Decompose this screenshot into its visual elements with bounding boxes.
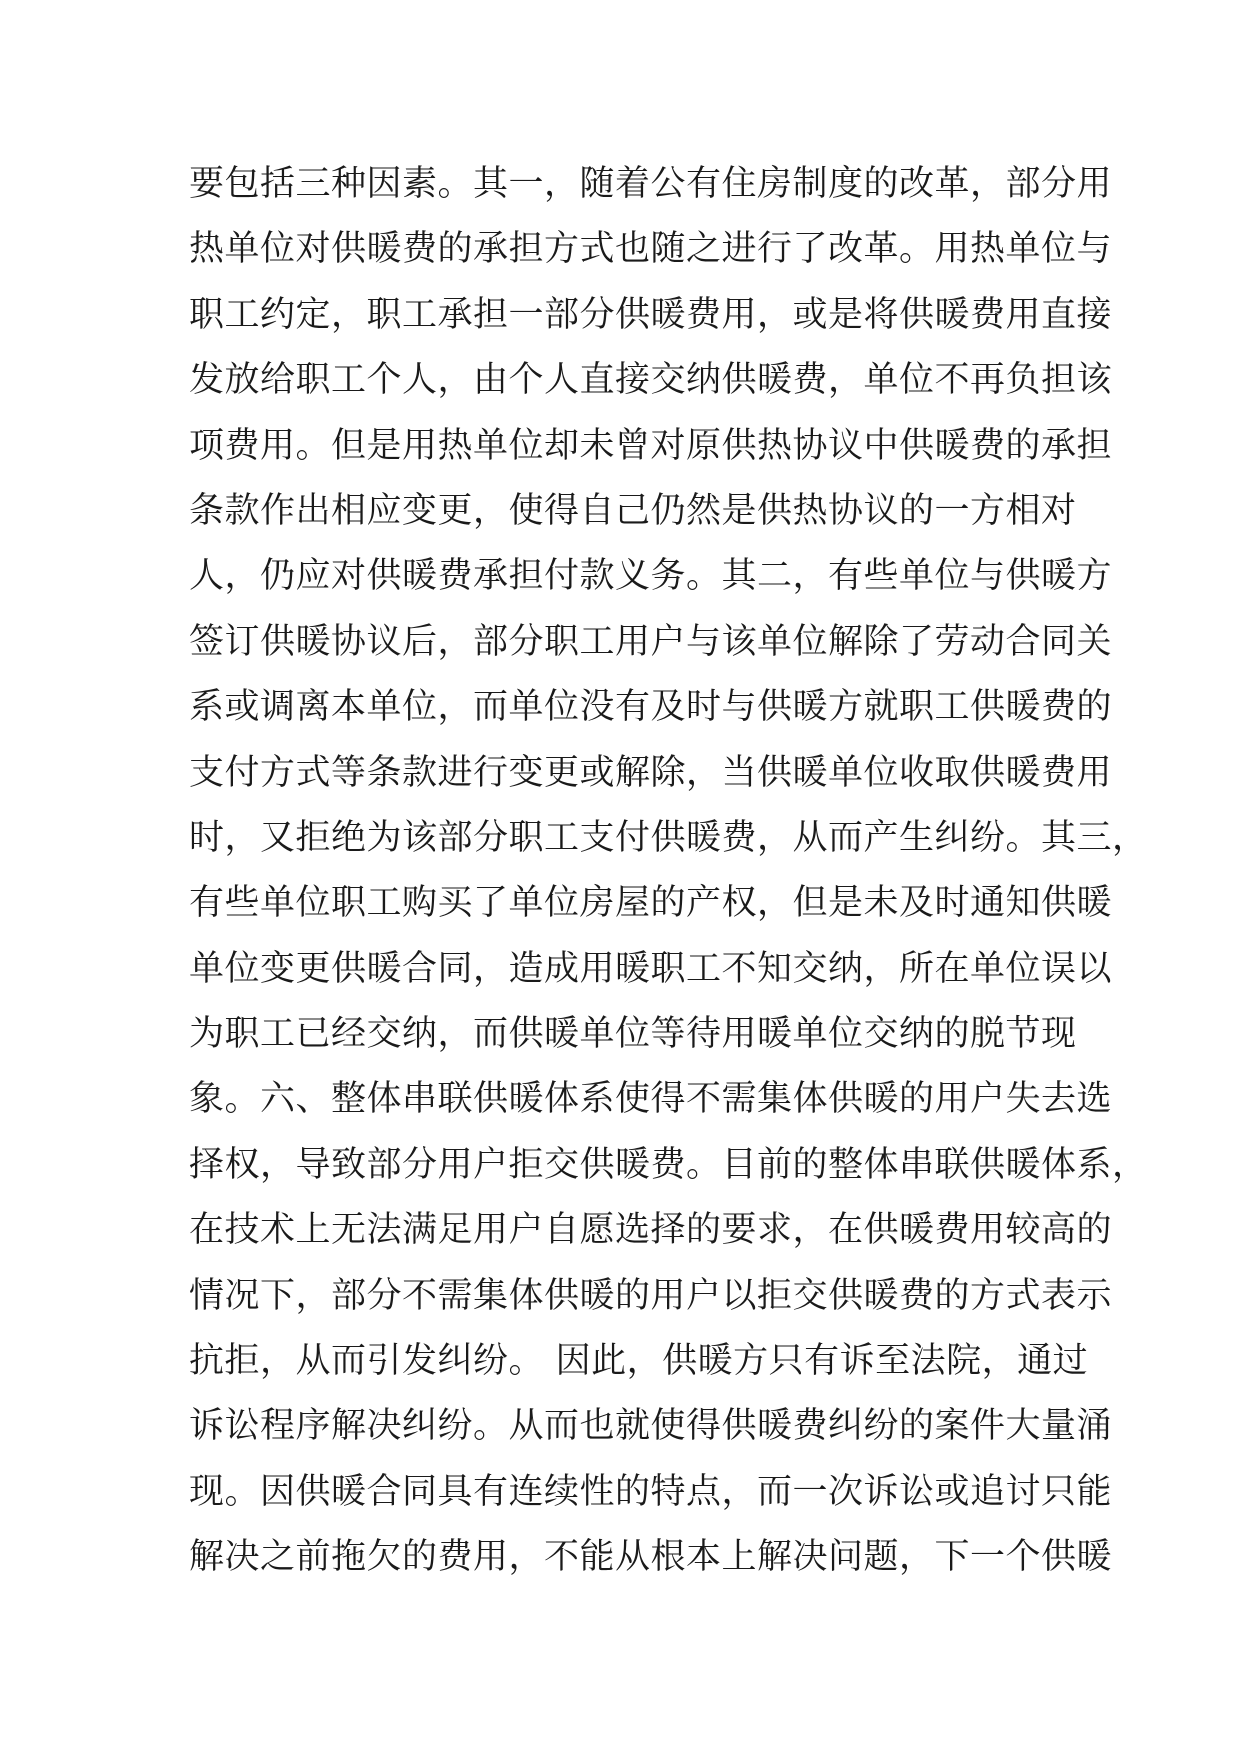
text-line: 人，仍应对供暖费承担付款义务。其二，有些单位与供暖方 — [189, 556, 1113, 597]
text-line: 发放给职工个人，由个人直接交纳供暖费，单位不再负担该 — [189, 360, 1113, 401]
text-line: 诉讼程序解决纠纷。从而也就使得供暖费纠纷的案件大量涌 — [189, 1406, 1113, 1447]
text-line: 支付方式等条款进行变更或解除，当供暖单位收取供暖费用 — [189, 752, 1113, 793]
text-line: 有些单位职工购买了单位房屋的产权，但是未及时通知供暖 — [189, 883, 1113, 924]
text-line: 职工约定，职工承担一部分供暖费用，或是将供暖费用直接 — [189, 294, 1113, 335]
text-line: 项费用。但是用热单位却未曾对原供热协议中供暖费的承担 — [189, 425, 1113, 466]
text-line: 择权，导致部分用户拒交供暖费。目前的整体串联供暖体系， — [189, 1144, 1148, 1185]
text-line: 条款作出相应变更，使得自己仍然是供热协议的一方相对 — [189, 490, 1077, 531]
text-line: 现。因供暖合同具有连续性的特点，而一次诉讼或追讨只能 — [189, 1471, 1113, 1512]
text-line: 热单位对供暖费的承担方式也随之进行了改革。用热单位与 — [189, 229, 1113, 270]
body-text — [189, 152, 1148, 1591]
text-line: 系或调离本单位，而单位没有及时与供暖方就职工供暖费的 — [189, 687, 1113, 728]
text-line: 时，又拒绝为该部分职工支付供暖费，从而产生纠纷。其三， — [189, 817, 1148, 858]
text-line: 为职工已经交纳，而供暖单位等待用暖单位交纳的脱节现 — [189, 1014, 1077, 1055]
text-line: 在技术上无法满足用户自愿选择的要求，在供暖费用较高的 — [189, 1210, 1113, 1251]
text-line: 要包括三种因素。其一，随着公有住房制度的改革，部分用 — [189, 164, 1113, 204]
text-line: 情况下，部分不需集体供暖的用户以拒交供暖费的方式表示 — [189, 1275, 1113, 1316]
text-line: 签订供暖协议后，部分职工用户与该单位解除了劳动合同关 — [189, 621, 1113, 662]
text-line: 解决之前拖欠的费用，不能从根本上解决问题，下一个供暖 — [189, 1537, 1113, 1578]
text-line: 象。六、整体串联供暖体系使得不需集体供暖的用户失去选 — [189, 1079, 1113, 1120]
text-line: 单位变更供暖合同，造成用暖职工不知交纳，所在单位误以 — [189, 948, 1113, 989]
text-line: 抗拒，从而引发纠纷。 因此，供暖方只有诉至法院，通过 — [189, 1341, 1089, 1382]
